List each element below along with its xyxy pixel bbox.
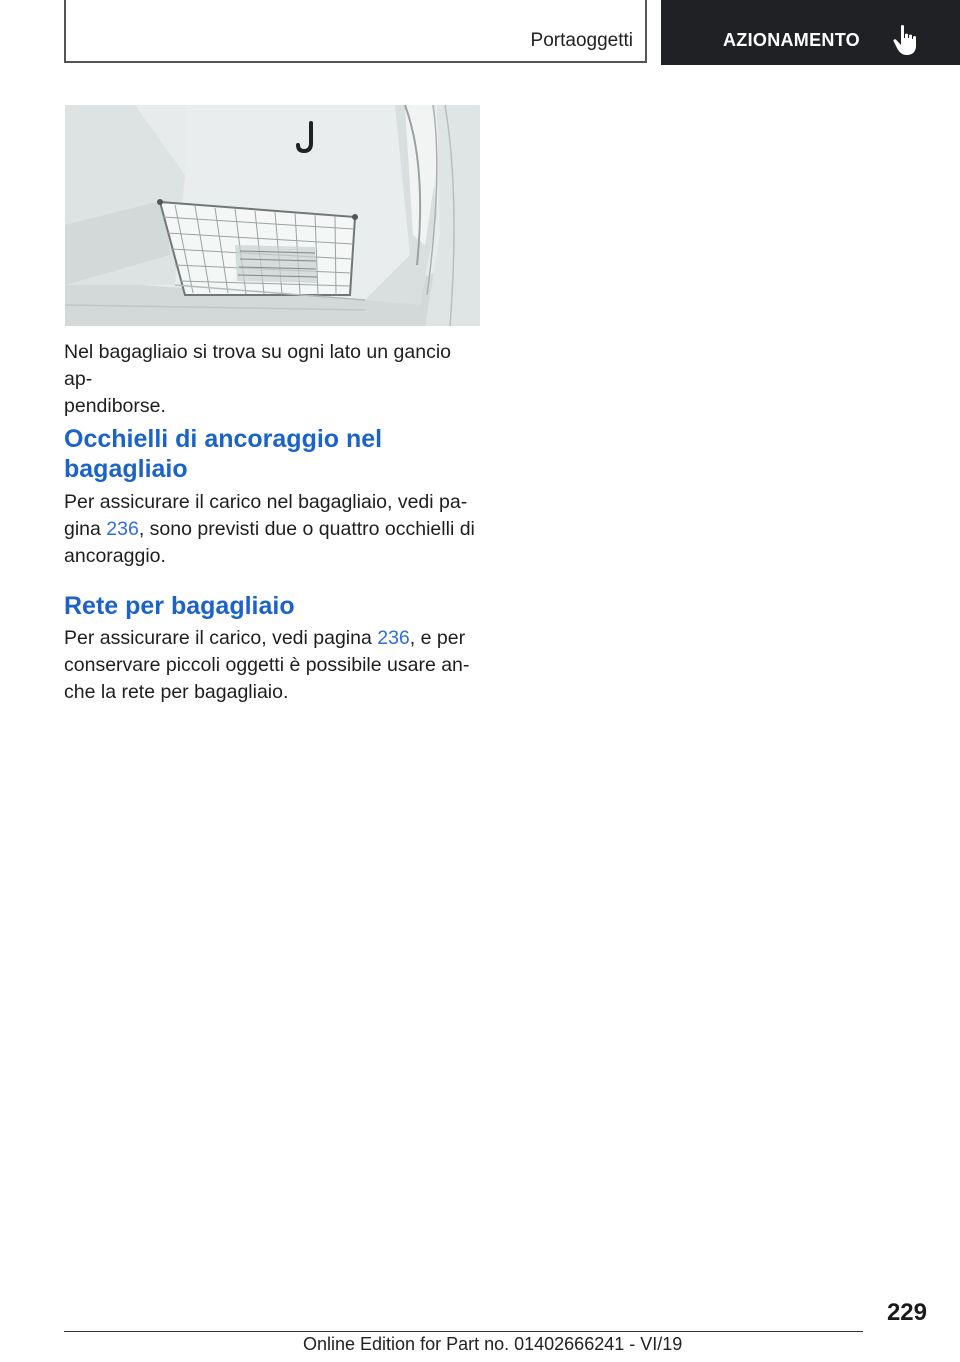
chapter-label: AZIONAMENTO (723, 30, 860, 50)
chapter-tab[interactable] (661, 0, 960, 65)
pointing-hand-icon (892, 24, 920, 56)
section2-line-3: che la rete per bagagliaio. (64, 681, 289, 703)
section2-line-1-before: Per assicurare il carico, vedi pagina (64, 627, 378, 649)
page-link-236-b[interactable]: 236 (377, 627, 410, 649)
heading-luggage-net: Rete per bagagliaio (64, 592, 295, 620)
intro-line-1: Nel bagagliaio si trova su ogni lato un gancio ap- (64, 341, 452, 390)
heading-line-2: bagagliaio (64, 455, 188, 483)
section1-paragraph (64, 489, 484, 570)
section1-line-2-after: , sono previsti due o quattro occhielli di (138, 518, 475, 540)
section-title: Portaoggetti (530, 30, 633, 51)
edition-text: Online Edition for Part no. 01402666241 - VI/19 (303, 1334, 683, 1354)
section2-line-2: conservare piccoli oggetti è possibile usare an- (64, 654, 470, 676)
luggage-compartment-illustration (65, 105, 480, 326)
header-section-box (64, 0, 647, 63)
intro-paragraph (64, 339, 484, 420)
heading-line-1: Occhielli di ancoraggio nel (64, 425, 383, 453)
section2-paragraph (64, 625, 484, 706)
page-number: 229 (886, 1299, 927, 1326)
section1-line-3: ancoraggio. (64, 545, 166, 567)
intro-line-2: pendiborse. (64, 395, 166, 417)
section2-line-1-after: , e per (409, 627, 466, 649)
page-link-236[interactable]: 236 (106, 518, 139, 540)
trunk-net-drawing (65, 105, 480, 326)
section-heading-luggage-net (64, 591, 484, 621)
section1-line-2-before: gina (64, 518, 107, 540)
section1-line-1: Per assicurare il carico nel bagagliaio, vedi pa- (64, 491, 468, 513)
footer-divider (64, 1331, 863, 1332)
section-heading-anchor-points (64, 424, 484, 484)
